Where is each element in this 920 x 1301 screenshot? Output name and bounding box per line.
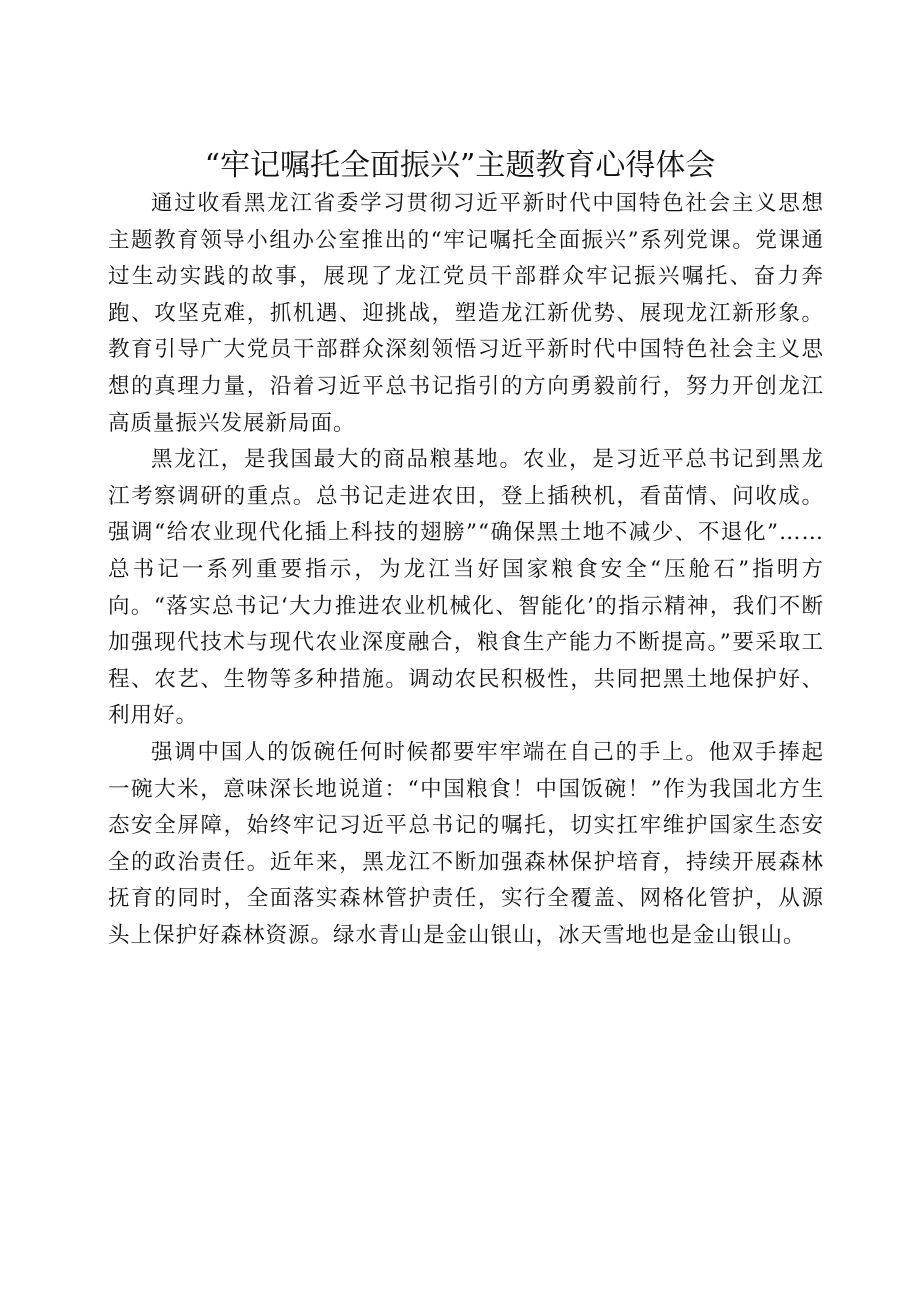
paragraph-2: 黑龙江，是我国最大的商品粮基地。农业，是习近平总书记到黑龙江考察调研的重点。总书记走进农田，登上插秧机，看苗情、问收成。强调“给农业现代化插上科技的翅膀”“确保黑土地不减少、不退化”……总书记一系列重要指示，为龙江当好国家粮食安全“压舱石”指明方向。“落实总书记‘大力推进农业机械化、智能化’的指示精神，我们不断加强现代技术与现代农业深度融合，粮食生产能力不断提高。”要采取工程、农艺、生物等多种措施。调动农民积极性，共同把黑土地保护好、利用好。 [108, 447, 824, 729]
paragraph-1: 通过收看黑龙江省委学习贯彻习近平新时代中国特色社会主义思想主题教育领导小组办公室推出的“牢记嘱托全面振兴”系列党课。党课通过生动实践的故事，展现了龙江党员干部群众牢记振兴嘱托、奋力奔跑、攻坚克难，抓机遇、迎挑战，塑造龙江新优势、展现龙江新形象。教育引导广大党员干部群众深刻领悟习近平新时代中国特色社会主义思想的真理力量，沿着习近平总书记指引的方向勇毅前行，努力开创龙江高质量振兴发展新局面。 [108, 191, 824, 436]
document-title: “牢记嘱托全面振兴”主题教育心得体会 [204, 148, 716, 183]
document-body [108, 186, 824, 954]
paragraph-3: 强调中国人的饭碗任何时候都要牢牢端在自己的手上。他双手捧起一碗大米，意味深长地说道：“中国粮食！中国饭碗！”作为我国北方生态安全屏障，始终牢记习近平总书记的嘱托，切实扛牢维护国家生态安全的政治责任。近年来，黑龙江不断加强森林保护培育，持续开展森林抚育的同时，全面落实森林管护责任，实行全覆盖、网格化管护，从源头上保护好森林资源。绿水青山是金山银山，冰天雪地也是金山银山。 [108, 739, 824, 948]
